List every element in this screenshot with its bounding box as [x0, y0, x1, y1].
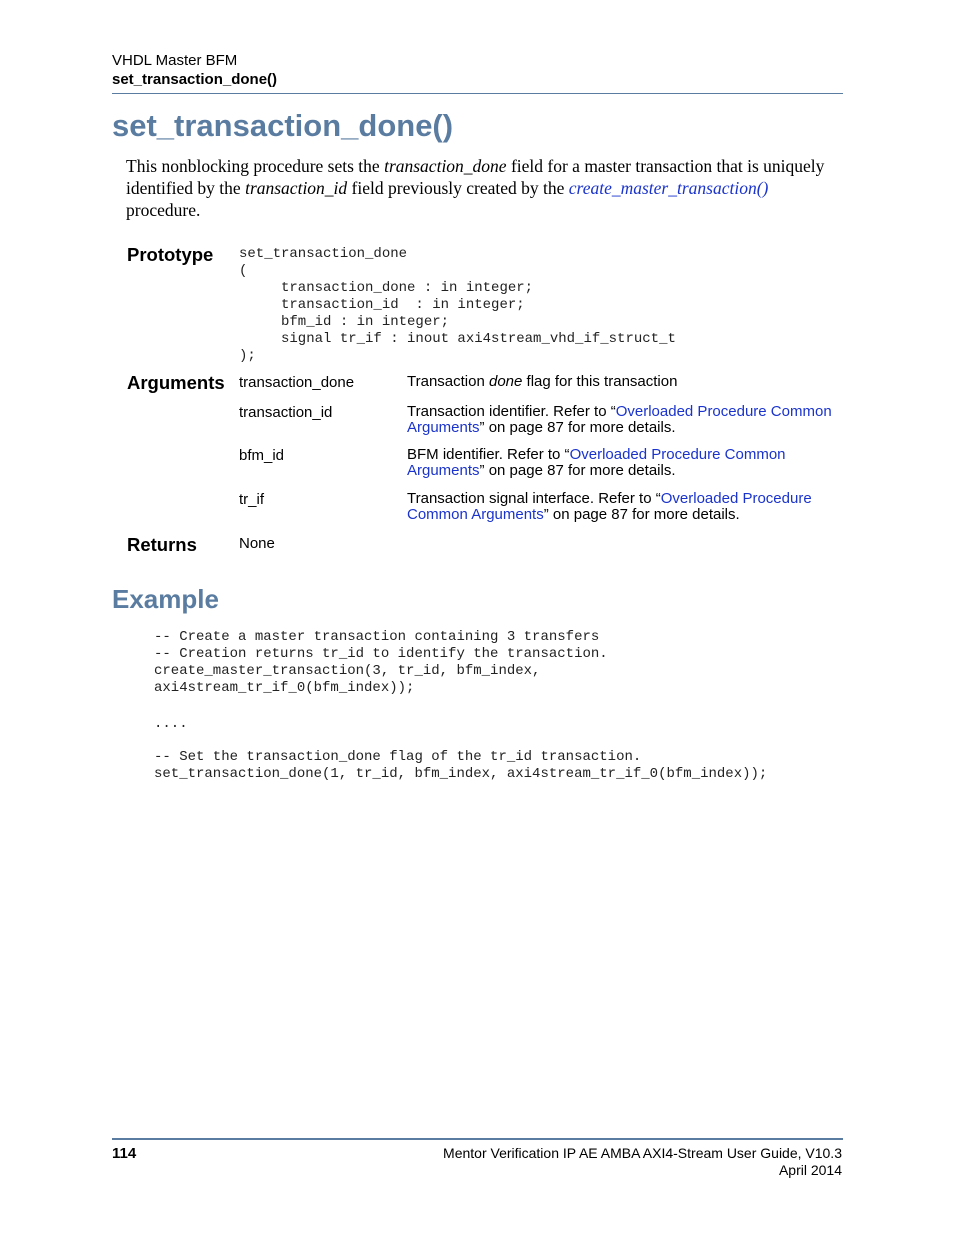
arg-desc-bfm-id: BFM identifier. Refer to “Overloaded Procedure Common Arguments” on page 87 for more details. [407, 446, 786, 479]
prototype-label: Prototype [127, 244, 214, 265]
overloaded-args-link-3[interactable]: Overloaded Procedure Common Arguments [407, 490, 812, 523]
footer-doc-date: April 2014 [778, 1162, 842, 1178]
overloaded-args-link-1[interactable]: Overloaded Procedure Common Arguments [407, 403, 832, 436]
page-number: 114 [112, 1145, 137, 1162]
arguments-label: Arguments [127, 372, 225, 393]
arg-desc-transaction-done: Transaction done flag for this transaction [407, 373, 678, 390]
footer-doc-info [443, 1145, 842, 1179]
running-header-topic: set_transaction_done() [112, 71, 278, 88]
arg-name-transaction-id: transaction_id [239, 404, 333, 421]
arg-name-transaction-done: transaction_done [239, 374, 355, 391]
page-title: set_transaction_done() [112, 108, 454, 143]
intro-field-transaction-id: transaction_id [245, 178, 348, 198]
overloaded-args-link-2[interactable]: Overloaded Procedure Common Arguments [407, 446, 786, 479]
arg-name-bfm-id: bfm_id [239, 447, 285, 464]
arg-name-tr-if: tr_if [239, 491, 265, 508]
arg-desc-tr-if: Transaction signal interface. Refer to “Overloaded Procedure Common Arguments” on page 87 for more details. [407, 490, 812, 523]
footer-rule [112, 1138, 843, 1140]
arg-desc-transaction-id: Transaction identifier. Refer to “Overloaded Procedure Common Arguments” on page 87 for more details. [407, 403, 832, 436]
example-code-ellipsis: .... [154, 716, 188, 732]
returns-value: None [239, 535, 275, 552]
example-code-set: -- Set the transaction_done flag of the tr_id transaction. set_transaction_done(1, tr_id, bfm_index, axi4stream_tr_if_0(bfm_index)); [154, 749, 768, 782]
returns-label: Returns [127, 534, 197, 555]
header-rule [112, 93, 843, 94]
prototype-code: set_transaction_done ( transaction_done : in integer; transaction_id : in integer; bfm_id : in integer; signal tr_if : inout axi4stream_vhd_if_struct_t ); [239, 246, 676, 364]
example-code-create: -- Create a master transaction containing 3 transfers -- Creation returns tr_id to identify the transaction. create_master_transaction(3, tr_id, bfm_index, axi4stream_tr_if_0(bfm_index)); [154, 629, 608, 696]
create-master-transaction-link[interactable]: create_master_transaction() [568, 178, 769, 198]
intro-field-transaction-done: transaction_done [384, 156, 507, 176]
example-heading: Example [112, 584, 219, 614]
footer-doc-title: Mentor Verification IP AE AMBA AXI4-Stream User Guide, V10.3 [443, 1145, 842, 1161]
running-header-section: VHDL Master BFM [112, 52, 238, 69]
intro-paragraph: This nonblocking procedure sets the transaction_done field for a master transaction that is uniquely identified by the transaction_id field previously created by the create_master_transaction() procedure. [126, 156, 825, 220]
